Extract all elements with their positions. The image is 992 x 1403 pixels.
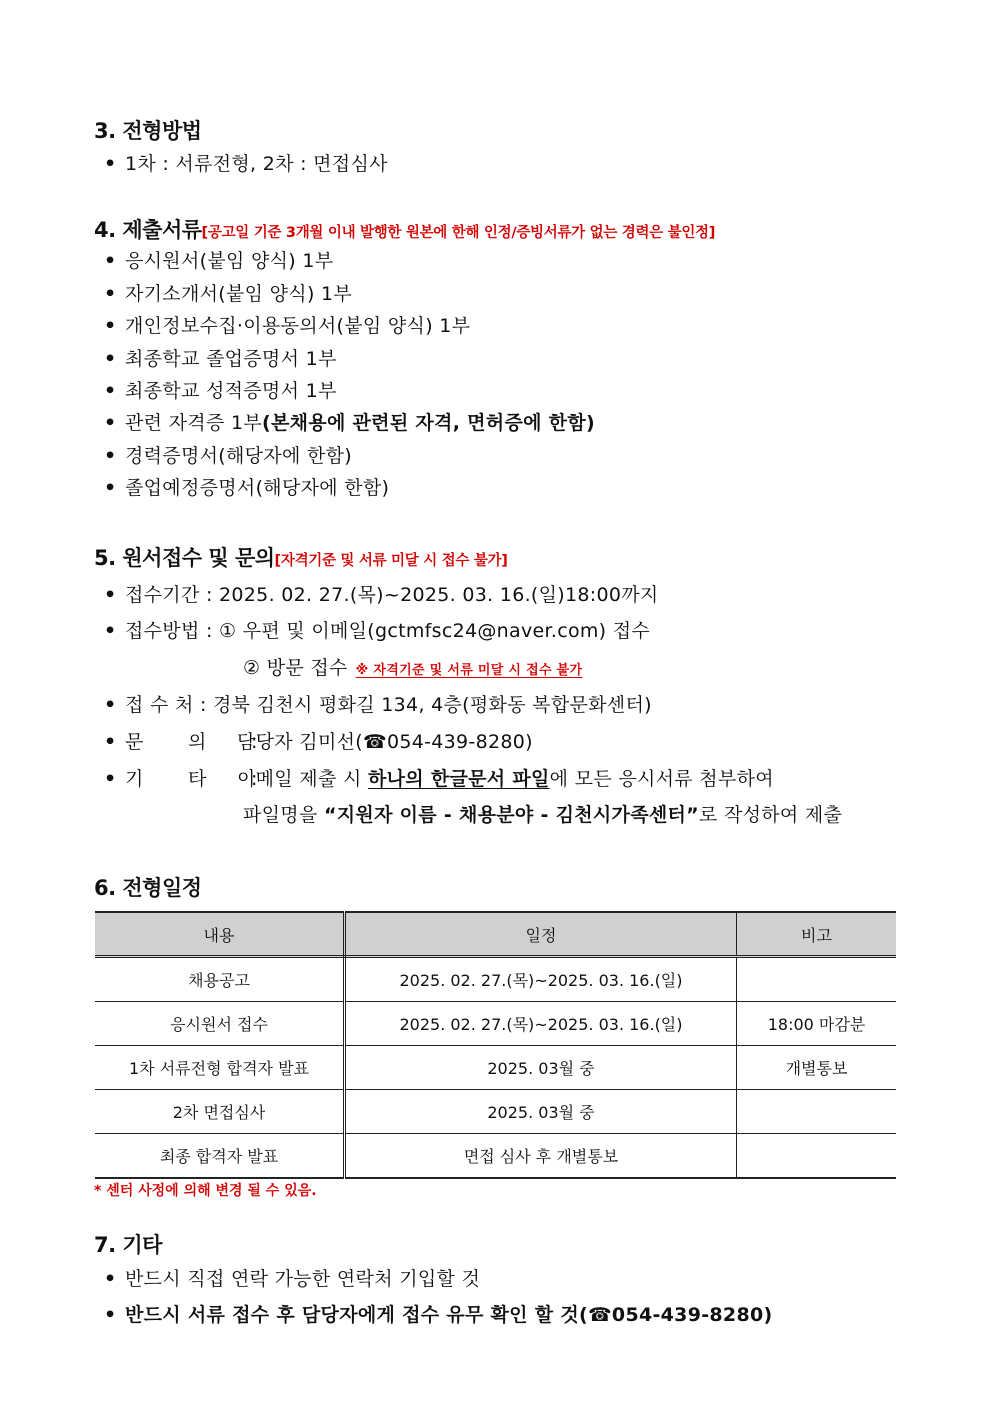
table-row bbox=[95, 1134, 896, 1179]
bullet: • bbox=[104, 153, 117, 175]
table-cell: 2025. 03월 중 bbox=[345, 1046, 737, 1090]
table-row bbox=[95, 1090, 896, 1134]
table-cell: 2025. 02. 27.(목)~2025. 03. 16.(일) bbox=[345, 957, 737, 1002]
table-cell: 면접 심사 후 개별통보 bbox=[345, 1134, 737, 1179]
s5-method-2-note: ※ 자격기준 및 서류 미달 시 접수 불가 bbox=[355, 663, 583, 678]
s5-inquiry: • 문 의 :담당자 김미선(☎054-439-8280) bbox=[104, 731, 533, 753]
section-5-note: [자격기준 및 서류 미달 시 접수 불가] bbox=[274, 553, 508, 569]
table-header: 비고 bbox=[737, 912, 897, 957]
s4-item-3: • 개인정보수집·이용동의서(붙임 양식) 1부 bbox=[104, 315, 471, 337]
table-cell bbox=[737, 1090, 897, 1134]
s4-item-5: • 최종학교 성적증명서 1부 bbox=[104, 380, 337, 402]
table-cell: 개별통보 bbox=[737, 1046, 897, 1090]
s5-etc-2: 파일명을 “지원자 이름 - 채용분야 - 김천시가족센터”로 작성하여 제출 bbox=[243, 804, 843, 826]
s4-item-1: • 응시원서(붙임 양식) 1부 bbox=[104, 250, 334, 272]
table-cell: 18:00 마감분 bbox=[737, 1002, 897, 1046]
s4-item-8: • 졸업예정증명서(해당자에 한함) bbox=[104, 477, 390, 499]
section-3-title: 3. 전형방법 bbox=[94, 119, 202, 143]
s4-item-7: • 경력증명서(해당자에 한함) bbox=[104, 445, 352, 467]
section-4-title: 4. 제출서류[공고일 기준 3개월 이내 발행한 원본에 한해 인정/증빙서류가 없는 경력은 불인정] bbox=[94, 218, 716, 242]
section-7-title: 7. 기타 bbox=[94, 1233, 162, 1257]
s4-item-2: • 자기소개서(붙임 양식) 1부 bbox=[104, 283, 353, 305]
s7-item-1: • 반드시 직접 연락 가능한 연락처 기입할 것 bbox=[104, 1268, 481, 1290]
table-cell: 2차 면접심사 bbox=[95, 1090, 345, 1134]
table-header: 일정 bbox=[345, 912, 737, 957]
s7-item-2: • 반드시 서류 접수 후 담당자에게 접수 유무 확인 할 것(☎054-439-8280) bbox=[104, 1304, 773, 1326]
section-5-title: 5. 원서접수 및 문의[자격기준 및 서류 미달 시 접수 불가] bbox=[94, 546, 508, 570]
s5-place: • 접 수 처 : 경북 김천시 평화길 134, 4층(평화동 복합문화센터) bbox=[104, 694, 652, 716]
s5-etc: • 기 타 :이메일 제출 시 하나의 한글문서 파일에 모든 응시서류 첨부하여 bbox=[104, 768, 774, 790]
table-header: 내용 bbox=[95, 912, 345, 957]
table-cell: 최종 합격자 발표 bbox=[95, 1134, 345, 1179]
s4-item-6: • 관련 자격증 1부(본채용에 관련된 자격, 면허증에 한함) bbox=[104, 412, 595, 434]
table-row bbox=[95, 957, 896, 1002]
section-6-title: 6. 전형일정 bbox=[94, 876, 202, 900]
table-row bbox=[95, 1046, 896, 1090]
s5-method-2: ② 방문 접수 ※ 자격기준 및 서류 미달 시 접수 불가 bbox=[243, 657, 583, 679]
table-cell: 2025. 02. 27.(목)~2025. 03. 16.(일) bbox=[345, 1002, 737, 1046]
table-cell bbox=[737, 957, 897, 1002]
schedule-footnote: * 센터 사정에 의해 변경 될 수 있음. bbox=[94, 1183, 317, 1199]
s5-method: • 접수방법 : ① 우편 및 이메일(gctmfsc24@naver.com) 접수 bbox=[104, 620, 651, 642]
section-4-note: [공고일 기준 3개월 이내 발행한 원본에 한해 인정/증빙서류가 없는 경력은 불인정] bbox=[201, 225, 716, 241]
table-cell: 1차 서류전형 합격자 발표 bbox=[95, 1046, 345, 1090]
table-row bbox=[95, 1002, 896, 1046]
s5-period: • 접수기간 : 2025. 02. 27.(목)~2025. 03. 16.(일)18:00까지 bbox=[104, 584, 659, 606]
table-cell: 응시원서 접수 bbox=[95, 1002, 345, 1046]
s4-item-4: • 최종학교 졸업증명서 1부 bbox=[104, 348, 337, 370]
table-cell: 채용공고 bbox=[95, 957, 345, 1002]
table-cell: 2025. 03월 중 bbox=[345, 1090, 737, 1134]
schedule-table bbox=[95, 911, 896, 1179]
table-header-row bbox=[95, 912, 896, 957]
s3-item: • 1차 : 서류전형, 2차 : 면접심사 bbox=[104, 153, 388, 175]
table-cell bbox=[737, 1134, 897, 1179]
